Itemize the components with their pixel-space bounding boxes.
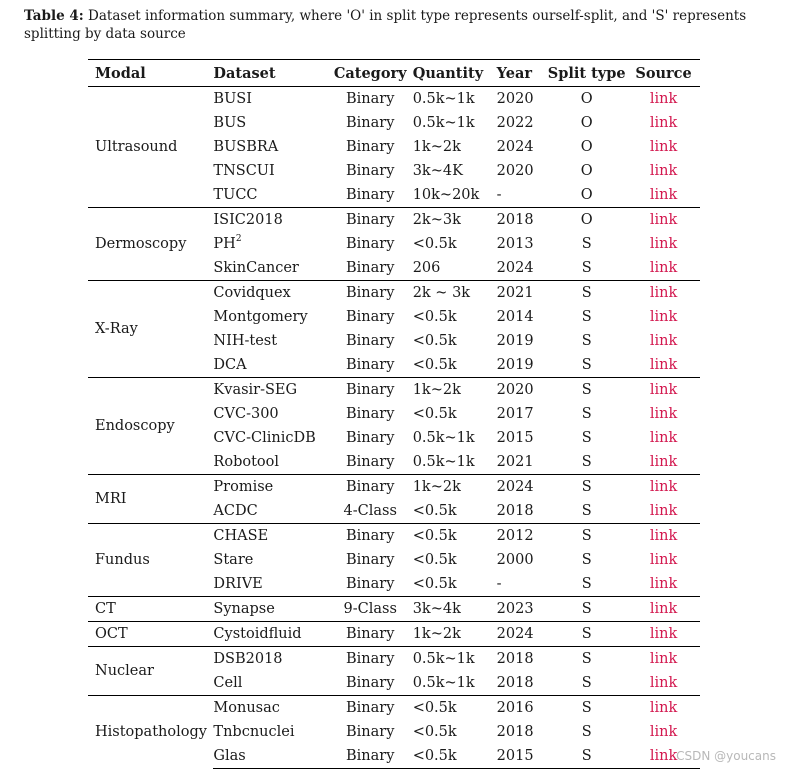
table-row bbox=[88, 475, 700, 500]
dataset-cell: ACDC bbox=[213, 503, 258, 519]
quantity-cell: 0.5k~1k bbox=[412, 454, 475, 470]
table-row bbox=[88, 622, 700, 647]
year-cell: 2019 bbox=[496, 357, 534, 373]
split-type-cell: O bbox=[580, 91, 593, 107]
source-link-text[interactable]: link bbox=[649, 163, 678, 179]
split-type-cell: O bbox=[580, 139, 593, 155]
year-cell: 2020 bbox=[497, 378, 547, 403]
source-link[interactable] bbox=[627, 548, 700, 572]
quantity-cell: 0.5k~1k bbox=[412, 430, 475, 446]
split-type-cell: S bbox=[581, 260, 592, 276]
year-cell: 2013 bbox=[496, 236, 534, 252]
split-type-cell: S bbox=[581, 724, 592, 740]
category-cell: Binary bbox=[346, 115, 395, 131]
source-link-text[interactable]: link bbox=[649, 285, 678, 301]
modal-cell: Nuclear bbox=[88, 647, 213, 696]
source-link-text[interactable]: link bbox=[649, 212, 678, 228]
category-cell: Binary bbox=[346, 724, 395, 740]
source-link-text[interactable]: link bbox=[649, 675, 678, 691]
category-cell: Binary bbox=[346, 430, 395, 446]
modal-cell: X-Ray bbox=[88, 281, 213, 378]
dataset-cell: NIH-test bbox=[213, 333, 278, 349]
year-cell: 2016 bbox=[497, 696, 547, 721]
modal-cell: Endoscopy bbox=[88, 378, 213, 475]
source-link-text[interactable]: link bbox=[649, 139, 678, 155]
category-cell: Binary bbox=[328, 622, 413, 647]
source-link-text[interactable]: link bbox=[649, 601, 678, 617]
quantity-cell: <0.5k bbox=[413, 696, 497, 721]
year-cell: 2015 bbox=[497, 744, 547, 769]
quantity-cell: <0.5k bbox=[413, 524, 497, 549]
dataset-superscript: 2 bbox=[235, 234, 242, 244]
source-link[interactable] bbox=[627, 597, 700, 622]
quantity-cell: <0.5k bbox=[413, 744, 497, 769]
split-type-cell: S bbox=[546, 696, 627, 721]
split-type-cell: S bbox=[581, 333, 592, 349]
year-cell: 2014 bbox=[496, 309, 534, 325]
dataset-cell: TUCC bbox=[213, 187, 258, 203]
year-cell: - bbox=[496, 187, 502, 203]
split-type-cell: O bbox=[580, 163, 593, 179]
year-cell: 2024 bbox=[496, 139, 534, 155]
category-cell: Binary bbox=[328, 524, 413, 549]
dataset-cell: Monusac bbox=[213, 696, 327, 721]
modal-cell: Fundus bbox=[88, 524, 213, 597]
year-cell: 2021 bbox=[496, 454, 534, 470]
source-link-text[interactable]: link bbox=[649, 187, 678, 203]
table-row bbox=[88, 647, 700, 672]
source-link[interactable] bbox=[627, 87, 700, 112]
source-link[interactable] bbox=[627, 671, 700, 696]
source-link[interactable] bbox=[627, 329, 700, 353]
quantity-cell: 0.5k~1k bbox=[412, 91, 475, 107]
dataset-cell: Robotool bbox=[213, 454, 280, 470]
year-cell: 2018 bbox=[496, 724, 534, 740]
caption-text: Dataset information summary, where 'O' in split type represents ourself-split, and 'S' represents splitting by data source bbox=[24, 8, 747, 42]
year-cell: 2024 bbox=[497, 622, 547, 647]
year-cell: 2020 bbox=[496, 163, 534, 179]
dataset-cell: Cystoidfluid bbox=[213, 622, 327, 647]
modal-cell: Dermoscopy bbox=[88, 208, 213, 281]
year-cell: 2023 bbox=[497, 597, 547, 622]
year-cell: 2018 bbox=[496, 675, 534, 691]
year-cell: 2022 bbox=[496, 115, 534, 131]
modal-cell: OCT bbox=[88, 622, 213, 647]
source-link-text[interactable]: link bbox=[649, 528, 678, 544]
category-cell: Binary bbox=[328, 208, 413, 233]
category-cell: Binary bbox=[346, 454, 395, 470]
table-row bbox=[88, 208, 700, 233]
quantity-cell: 1k~2k bbox=[413, 378, 497, 403]
year-cell: 2024 bbox=[497, 475, 547, 500]
source-link[interactable] bbox=[627, 499, 700, 524]
split-type-cell: O bbox=[580, 187, 593, 203]
source-link[interactable] bbox=[627, 281, 700, 306]
header-row bbox=[88, 60, 700, 87]
dataset-cell: Promise bbox=[213, 475, 327, 500]
header-source: Source bbox=[627, 60, 700, 87]
dataset-cell: BUSI bbox=[213, 91, 252, 107]
source-link[interactable] bbox=[627, 475, 700, 500]
quantity-cell: <0.5k bbox=[412, 309, 457, 325]
table-body bbox=[88, 87, 700, 769]
year-cell: 2012 bbox=[497, 524, 547, 549]
quantity-cell: 3k~4K bbox=[412, 163, 463, 179]
quantity-cell: <0.5k bbox=[412, 724, 457, 740]
source-link-text[interactable]: link bbox=[649, 454, 678, 470]
year-cell: - bbox=[496, 576, 502, 592]
quantity-cell: <0.5k bbox=[412, 357, 457, 373]
header-quantity: Quantity bbox=[413, 60, 497, 87]
source-link[interactable] bbox=[627, 402, 700, 426]
source-link-text[interactable]: link bbox=[649, 552, 678, 568]
dataset-cell bbox=[213, 232, 327, 256]
header-year: Year bbox=[497, 60, 547, 87]
watermark: CSDN @youcans bbox=[676, 749, 776, 763]
quantity-cell: 2k~3k bbox=[413, 208, 497, 233]
modal-cell: CT bbox=[88, 597, 213, 622]
split-type-cell: O bbox=[546, 208, 627, 233]
category-cell: Binary bbox=[328, 378, 413, 403]
header-modal: Modal bbox=[88, 60, 213, 87]
source-link-text[interactable]: link bbox=[649, 748, 678, 764]
category-cell: Binary bbox=[346, 163, 395, 179]
caption-label: Table 4: bbox=[24, 8, 84, 24]
dataset-cell: SkinCancer bbox=[213, 260, 299, 276]
source-link-text[interactable]: link bbox=[649, 115, 678, 131]
source-link-text[interactable]: link bbox=[649, 479, 678, 495]
source-link[interactable] bbox=[627, 426, 700, 450]
split-type-cell: S bbox=[581, 406, 592, 422]
source-link[interactable] bbox=[627, 208, 700, 233]
dataset-cell: Covidquex bbox=[213, 281, 327, 306]
header-split-type: Split type bbox=[546, 60, 627, 87]
category-cell: Binary bbox=[346, 91, 395, 107]
quantity-cell: <0.5k bbox=[412, 333, 457, 349]
source-link[interactable] bbox=[627, 256, 700, 281]
dataset-summary-table bbox=[88, 59, 700, 769]
dataset-cell: Synapse bbox=[213, 597, 327, 622]
dataset-cell: BUSBRA bbox=[213, 139, 279, 155]
table-row bbox=[88, 378, 700, 403]
quantity-cell: <0.5k bbox=[412, 552, 457, 568]
table-caption bbox=[24, 7, 774, 43]
source-link[interactable] bbox=[627, 183, 700, 208]
quantity-cell: <0.5k bbox=[412, 576, 457, 592]
category-cell: Binary bbox=[346, 576, 395, 592]
year-cell: 2015 bbox=[496, 430, 534, 446]
source-link[interactable] bbox=[627, 305, 700, 329]
category-cell: Binary bbox=[346, 260, 395, 276]
dataset-cell: Stare bbox=[213, 552, 254, 568]
source-link-text[interactable]: link bbox=[649, 382, 678, 398]
dataset-cell: Kvasir-SEG bbox=[213, 378, 327, 403]
source-link[interactable] bbox=[627, 378, 700, 403]
source-link-text[interactable]: link bbox=[649, 724, 678, 740]
source-link-text[interactable]: link bbox=[649, 576, 678, 592]
quantity-cell: 0.5k~1k bbox=[412, 675, 475, 691]
year-cell: 2018 bbox=[497, 208, 547, 233]
header-category: Category bbox=[328, 60, 413, 87]
source-link[interactable] bbox=[627, 622, 700, 647]
split-type-cell: S bbox=[546, 524, 627, 549]
dataset-cell: CVC-300 bbox=[213, 406, 279, 422]
table-row bbox=[88, 281, 700, 306]
category-cell: 9-Class bbox=[328, 597, 413, 622]
source-link[interactable] bbox=[627, 111, 700, 135]
dataset-cell: TNSCUI bbox=[213, 163, 275, 179]
dataset-cell: BUS bbox=[213, 115, 247, 131]
split-type-cell: S bbox=[581, 576, 592, 592]
category-cell: Binary bbox=[328, 475, 413, 500]
source-link-text[interactable]: link bbox=[649, 651, 678, 667]
source-link[interactable] bbox=[627, 135, 700, 159]
year-cell: 2024 bbox=[496, 260, 534, 276]
category-cell: Binary bbox=[346, 139, 395, 155]
quantity-cell: 1k~2k bbox=[412, 139, 461, 155]
source-link-text[interactable]: link bbox=[649, 406, 678, 422]
split-type-cell: S bbox=[581, 552, 592, 568]
header-dataset: Dataset bbox=[213, 60, 327, 87]
quantity-cell: <0.5k bbox=[412, 236, 457, 252]
split-type-cell: S bbox=[581, 309, 592, 325]
table-row bbox=[88, 696, 700, 721]
year-cell: 2017 bbox=[496, 406, 534, 422]
year-cell: 2018 bbox=[496, 503, 534, 519]
source-link[interactable] bbox=[627, 572, 700, 597]
source-link-text[interactable]: link bbox=[649, 236, 678, 252]
category-cell: Binary bbox=[346, 333, 395, 349]
source-link-text[interactable]: link bbox=[649, 260, 678, 276]
category-cell: Binary bbox=[346, 309, 395, 325]
dataset-name: PH bbox=[213, 236, 236, 252]
category-cell: Binary bbox=[328, 696, 413, 721]
source-link-text[interactable]: link bbox=[649, 309, 678, 325]
modal-cell: Ultrasound bbox=[95, 139, 178, 155]
quantity-cell: 2k ~ 3k bbox=[413, 281, 497, 306]
split-type-cell: S bbox=[546, 647, 627, 672]
dataset-cell: Tnbcnuclei bbox=[213, 724, 295, 740]
dataset-cell: DSB2018 bbox=[213, 647, 327, 672]
quantity-cell: <0.5k bbox=[412, 406, 457, 422]
year-cell: 2020 bbox=[496, 91, 534, 107]
category-cell: Binary bbox=[346, 552, 395, 568]
source-link[interactable] bbox=[627, 450, 700, 475]
category-cell: Binary bbox=[328, 647, 413, 672]
split-type-cell: S bbox=[581, 236, 592, 252]
dataset-cell: DRIVE bbox=[213, 576, 263, 592]
table-row bbox=[88, 524, 700, 549]
quantity-cell: 0.5k~1k bbox=[412, 115, 475, 131]
dataset-cell: CHASE bbox=[213, 524, 327, 549]
category-cell: Binary bbox=[346, 357, 395, 373]
category-cell: Binary bbox=[328, 281, 413, 306]
source-link[interactable] bbox=[627, 353, 700, 378]
split-type-cell: S bbox=[546, 281, 627, 306]
modal-cell: MRI bbox=[88, 475, 213, 524]
source-link-text[interactable]: link bbox=[649, 333, 678, 349]
category-cell: Binary bbox=[346, 675, 395, 691]
category-cell: Binary bbox=[346, 236, 395, 252]
quantity-cell: 0.5k~1k bbox=[413, 647, 497, 672]
source-link[interactable] bbox=[627, 696, 700, 721]
split-type-cell: S bbox=[546, 475, 627, 500]
source-link[interactable] bbox=[627, 232, 700, 256]
category-cell: Binary bbox=[346, 187, 395, 203]
modal-cell: Histopathology bbox=[88, 696, 213, 769]
dataset-cell: CVC-ClinicDB bbox=[213, 430, 316, 446]
quantity-cell: 3k~4k bbox=[413, 597, 497, 622]
source-link-text[interactable]: link bbox=[649, 503, 678, 519]
quantity-cell: 1k~2k bbox=[413, 622, 497, 647]
quantity-cell: <0.5k bbox=[412, 503, 457, 519]
table-row bbox=[88, 87, 700, 112]
split-type-cell: S bbox=[581, 430, 592, 446]
split-type-cell: S bbox=[581, 357, 592, 373]
source-link[interactable] bbox=[627, 524, 700, 549]
table-row bbox=[88, 597, 700, 622]
split-type-cell: S bbox=[581, 675, 592, 691]
source-link-text[interactable]: link bbox=[649, 430, 678, 446]
source-link-text[interactable]: link bbox=[649, 91, 678, 107]
category-cell: Binary bbox=[328, 744, 413, 769]
year-cell: 2019 bbox=[496, 333, 534, 349]
dataset-cell: Glas bbox=[213, 744, 327, 769]
quantity-cell: 206 bbox=[412, 260, 441, 276]
dataset-cell: ISIC2018 bbox=[213, 208, 327, 233]
quantity-cell: 10k~20k bbox=[412, 187, 480, 203]
split-type-cell: S bbox=[546, 378, 627, 403]
dataset-cell: DCA bbox=[213, 357, 247, 373]
year-cell: 2018 bbox=[497, 647, 547, 672]
source-link[interactable] bbox=[627, 647, 700, 672]
dataset-cell: Montgomery bbox=[213, 309, 308, 325]
category-cell: Binary bbox=[346, 406, 395, 422]
source-link[interactable] bbox=[627, 159, 700, 183]
split-type-cell: S bbox=[581, 454, 592, 470]
split-type-cell: O bbox=[580, 115, 593, 131]
split-type-cell: S bbox=[546, 597, 627, 622]
split-type-cell: S bbox=[581, 503, 592, 519]
dataset-cell: Cell bbox=[213, 675, 243, 691]
category-cell: 4-Class bbox=[343, 503, 397, 519]
split-type-cell: S bbox=[546, 622, 627, 647]
source-link-text[interactable]: link bbox=[649, 357, 678, 373]
source-link-text[interactable]: link bbox=[649, 700, 678, 716]
split-type-cell: S bbox=[546, 744, 627, 769]
source-link-text[interactable]: link bbox=[649, 626, 678, 642]
year-cell: 2000 bbox=[496, 552, 534, 568]
source-link[interactable] bbox=[627, 720, 700, 744]
year-cell: 2021 bbox=[497, 281, 547, 306]
quantity-cell: 1k~2k bbox=[413, 475, 497, 500]
